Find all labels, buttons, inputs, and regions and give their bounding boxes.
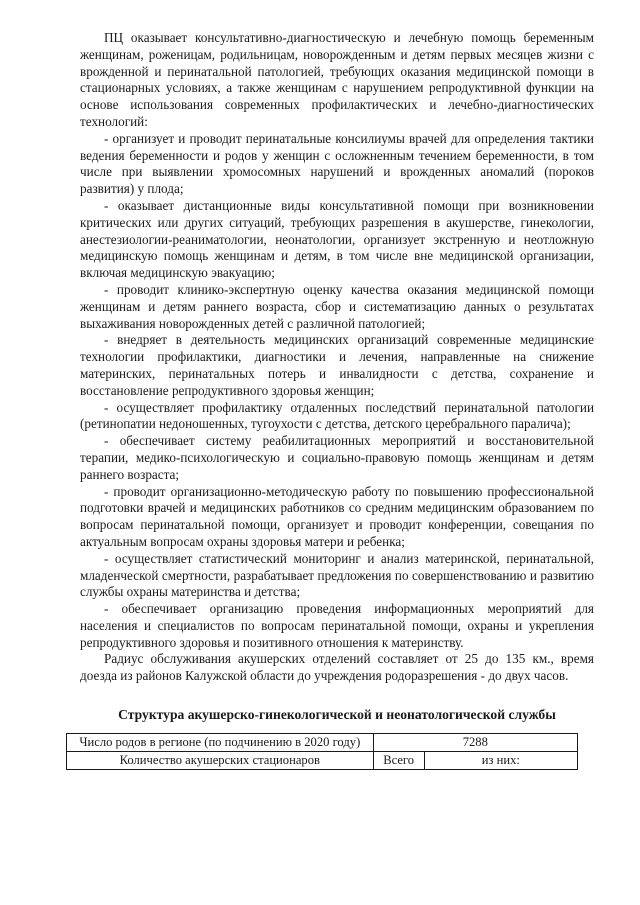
section-gap [80,685,594,706]
table-cell-label: Число родов в регионе (по подчинению в 2020 году) [67,734,374,752]
table-cell-of-them: из них: [424,752,577,770]
service-structure-table [66,733,578,770]
radius-paragraph: Радиус обслуживания акушерских отделений составляет от 25 до 135 км., время доезда из районов Калужской области до учреждения родоразрешения - до двух часов. [80,651,594,684]
list-item: - оказывает дистанционные виды консультативной помощи при возникновении критических или других ситуаций, требующих разрешения в акушерстве, гинекологии, анестезиологии-реаниматологии, неонатологии, организует экстренную и неотложную медицинскую помощь женщинам и детям, в том числе вне медицинской организации, включая медицинскую эвакуацию; [80,197,594,281]
table-cell-total: Всего [373,752,424,770]
intro-paragraph: ПЦ оказывает консультативно-диагностическую и лечебную помощь беременным женщинам, роженицам, родильницам, новорожденным и детям первых месяцев жизни с врожденной и перинатальной патологией, требующих оказания медицинской помощи в стационарных условиях, а также женщинам с нарушением репродуктивной функции на основе использования современных профилактических и лечебно-диагностических технологий: [80,30,594,129]
list-item: - организует и проводит перинатальные консилиумы врачей для определения тактики ведения беременности и родов у женщин с осложненным течением беременности, в том числе при выявлении хромосомных нарушений и врожденных аномалий (пороков развития) у плода; [80,130,594,197]
document-body [80,30,594,770]
list-item: - проводит организационно-методическую работу по повышению профессиональной подготовки врачей и медицинских работников со средним медицинским образованием по вопросам перинатальной помощи, организует и проводит конференции, совещания по актуальным вопросам охраны здоровья матери и ребенка; [80,483,594,549]
table-row [67,734,578,752]
list-item: - внедряет в деятельность медицинских организаций современные медицинские технологии профилактики, диагностики и лечения, направленные на снижение материнских, перинатальных потерь и инвалидности с детства, сохранение и восстановление репродуктивного здоровья женщин; [80,332,594,398]
section-title: Структура акушерско-гинекологической и неонатологической службы [118,707,556,723]
table-cell-value: 7288 [373,734,577,752]
list-item: - осуществляет статистический мониторинг и анализ материнской, перинатальной, младенческой смертности, разрабатывает предложения по совершенствованию и развитию службы охраны материнства и детства; [80,550,594,600]
list-item: - обеспечивает систему реабилитационных мероприятий и восстановительной терапии, медико-психологическую и социально-правовую помощь женщинам и детям раннего возраста; [80,433,594,482]
list-item: - обеспечивает организацию проведения информационных мероприятий для населения и специалистов по вопросам перинатальной помощи, охраны и укрепления репродуктивного здоровья и позитивного отношения к материнству. [80,601,594,650]
list-item: - осуществляет профилактику отдаленных последствий перинатальной патологии (ретинопатии недоношенных, тугоухости с детства, детского церебрального паралича); [80,399,594,432]
table-row [67,752,578,770]
list-item: - проводит клинико-экспертную оценку качества оказания медицинской помощи женщинам и детям раннего возраста, сбор и систематизацию данных о результатах выхаживания новорожденных детей с различной патологией; [80,281,594,331]
table-cell-label: Количество акушерских стационаров [67,752,374,770]
